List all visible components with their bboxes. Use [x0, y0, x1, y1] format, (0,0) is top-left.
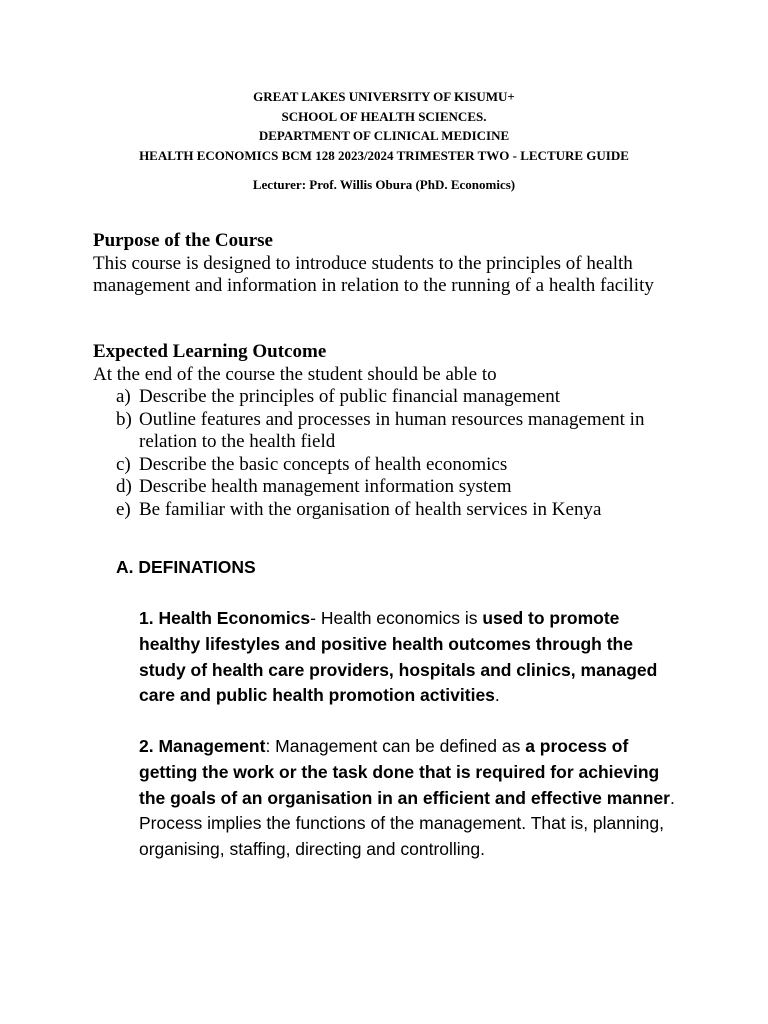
definition-lead: - Health economics is	[310, 608, 483, 628]
definitions-heading: A. DEFINATIONS	[116, 557, 256, 577]
list-item-text: Outline features and processes in human resources management in relation to the health field	[139, 408, 645, 452]
list-marker: e)	[116, 498, 131, 520]
list-item	[93, 454, 693, 477]
course-title: HEALTH ECONOMICS BCM 128 2023/2024 TRIMESTER TWO - LECTURE GUIDE	[139, 147, 629, 163]
list-item	[93, 476, 693, 499]
university-name: GREAT LAKES UNIVERSITY OF KISUMU+	[253, 89, 515, 104]
outcome-list	[93, 386, 693, 521]
definition-end: . Process implies the functions of the management. That is, planning, organising, staffing, directing and controlling.	[139, 787, 675, 860]
outcome-intro: At the end of the course the student should be able to	[93, 363, 497, 385]
document-header	[0, 87, 768, 195]
list-marker: b)	[116, 408, 132, 430]
department-name: DEPARTMENT OF CLINICAL MEDICINE	[258, 128, 510, 143]
definition-health-economics	[139, 606, 679, 709]
definition-lead: : Management can be defined as	[265, 736, 526, 756]
definition-emphasis: a process of getting the work or the task done that is required for achieving the goals of an organisation in an efficient and effective manner	[139, 736, 670, 808]
list-item-text: Describe health management information system	[139, 476, 512, 497]
list-item-text: Describe the basic concepts of health economics	[139, 453, 508, 475]
definition-term: 1. Health Economics	[139, 608, 311, 628]
definition-emphasis: used to promote healthy lifestyles and positive health outcomes through the study of health care providers, hospitals and clinics, managed care and public health promotion activities	[139, 608, 658, 706]
outcome-section	[93, 341, 693, 521]
purpose-section	[93, 230, 693, 298]
definition-management	[139, 734, 679, 863]
list-item	[93, 499, 693, 522]
purpose-title: Purpose of the Course	[93, 230, 273, 251]
outcome-title: Expected Learning Outcome	[93, 341, 327, 362]
list-item	[93, 409, 693, 454]
list-marker: d)	[116, 476, 132, 497]
definition-term: 2. Management	[139, 736, 266, 756]
list-marker: a)	[116, 386, 131, 407]
list-item-text: Describe the principles of public financial management	[139, 386, 561, 407]
lecturer-line: Lecturer: Prof. Willis Obura (PhD. Economics)	[252, 177, 516, 192]
purpose-body: This course is designed to introduce students to the principles of health management and information in relation to the running of a health facility	[93, 252, 654, 296]
list-item-text: Be familiar with the organisation of health services in Kenya	[139, 498, 602, 520]
list-marker: c)	[116, 453, 131, 475]
definition-end: .	[494, 685, 500, 706]
list-item	[93, 386, 693, 409]
school-name: SCHOOL OF HEALTH SCIENCES.	[281, 108, 487, 124]
